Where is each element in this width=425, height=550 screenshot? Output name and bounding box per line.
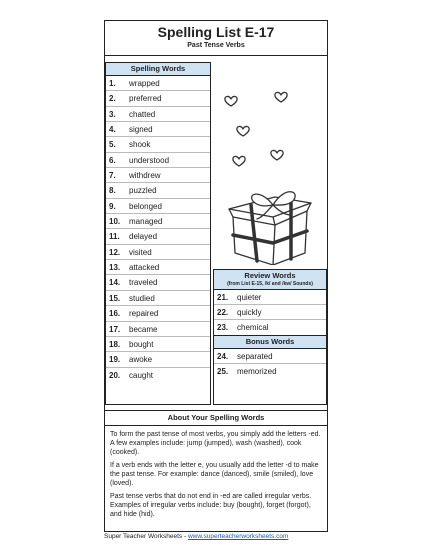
spelling-words-column — [105, 62, 211, 405]
gift-box-with-hearts-icon — [217, 65, 325, 265]
bonus-word-list — [214, 349, 326, 379]
spelling-words-box — [105, 62, 211, 405]
word-text: understood — [129, 155, 170, 165]
word-number: 8. — [109, 186, 116, 196]
list-item — [214, 364, 326, 379]
word-number: 4. — [109, 125, 116, 135]
worksheet-frame — [104, 20, 328, 532]
list-item — [106, 352, 210, 367]
word-number: 7. — [109, 171, 116, 181]
word-text: quieter — [237, 293, 262, 302]
word-text: chemical — [237, 323, 269, 332]
word-number: 23. — [217, 323, 229, 332]
list-item — [106, 76, 210, 91]
list-item — [106, 337, 210, 352]
word-text: caught — [129, 370, 154, 380]
list-item — [106, 122, 210, 137]
list-item — [106, 368, 210, 383]
bonus-words-heading: Bonus Words — [214, 335, 326, 349]
about-section — [105, 410, 327, 531]
word-number: 16. — [109, 309, 121, 319]
title-box — [105, 21, 327, 56]
list-item — [106, 322, 210, 337]
word-text: became — [129, 324, 158, 334]
word-number: 25. — [217, 367, 229, 376]
word-text: shook — [129, 140, 151, 150]
list-item — [106, 199, 210, 214]
word-text: separated — [237, 352, 273, 361]
word-text: delayed — [129, 232, 158, 242]
word-text: managed — [129, 217, 163, 227]
about-paragraph: Past tense verbs that do not end in -ed are called irregular verbs. Examples of irregular verbs include: buy (bought), forget (forgot), and hide (hid). — [110, 493, 312, 518]
list-item — [106, 260, 210, 275]
word-number: 13. — [109, 263, 121, 273]
word-number: 12. — [109, 247, 121, 257]
review-words-note: (from List E-15, /k/ and /kw/ Sounds) — [227, 281, 313, 287]
review-bonus-box — [213, 269, 327, 405]
word-text: visited — [129, 247, 152, 257]
list-item — [106, 183, 210, 198]
review-word-list — [214, 290, 326, 335]
word-text: traveled — [129, 278, 158, 288]
word-text: studied — [129, 293, 155, 303]
word-text: wrapped — [129, 79, 160, 88]
word-number: 5. — [109, 140, 116, 150]
word-text: signed — [129, 125, 153, 135]
word-text: belonged — [129, 201, 162, 211]
list-item — [106, 153, 210, 168]
word-number: 19. — [109, 355, 121, 365]
word-number: 1. — [109, 79, 116, 88]
review-words-heading-box — [214, 270, 326, 290]
word-text: memorized — [237, 367, 277, 376]
word-number: 24. — [217, 352, 229, 361]
list-item — [106, 291, 210, 306]
footer-link[interactable]: www.superteacherworksheets.com — [187, 533, 289, 540]
list-item — [214, 290, 326, 305]
list-item — [106, 306, 210, 321]
review-words-heading: Review Words — [244, 271, 296, 280]
word-number: 17. — [109, 324, 121, 334]
word-text: quickly — [237, 308, 262, 317]
list-item — [214, 349, 326, 364]
page-subtitle: Past Tense Verbs — [187, 42, 245, 49]
page-title: Spelling List E-17 — [157, 24, 275, 40]
word-text: attacked — [129, 263, 160, 273]
list-item — [106, 137, 210, 152]
worksheet — [104, 20, 328, 543]
word-number: 2. — [109, 94, 116, 104]
list-item — [106, 229, 210, 244]
spelling-words-heading: Spelling Words — [106, 63, 210, 76]
word-text: puzzled — [129, 186, 157, 196]
word-number: 3. — [109, 109, 116, 119]
list-item — [106, 214, 210, 229]
word-number: 6. — [109, 155, 116, 165]
word-number: 20. — [109, 370, 121, 380]
list-item — [106, 168, 210, 183]
list-item — [214, 320, 326, 335]
footer-text: Super Teacher Worksheets - — [104, 533, 188, 540]
about-paragraph: To form the past tense of most verbs, you simply add the letters -ed. A few examples include: jump (jumped), wash (washed), cook (cooked). — [110, 431, 321, 456]
word-number: 18. — [109, 339, 121, 349]
word-text: chatted — [129, 109, 156, 119]
word-number: 21. — [217, 293, 229, 302]
word-number: 11. — [109, 232, 120, 242]
word-text: repaired — [129, 309, 159, 319]
word-text: preferred — [129, 94, 162, 104]
spelling-word-list — [106, 76, 210, 383]
list-item — [106, 245, 210, 260]
about-heading: About Your Spelling Words — [105, 411, 327, 426]
word-number: 14. — [109, 278, 121, 288]
list-item — [214, 305, 326, 320]
list-item — [106, 91, 210, 106]
word-text: awoke — [129, 355, 153, 365]
word-number: 15. — [109, 293, 121, 303]
word-number: 9. — [109, 201, 116, 211]
word-number: 10. — [109, 217, 121, 227]
word-text: bought — [129, 339, 154, 349]
word-text: withdrew — [129, 171, 161, 181]
list-item — [106, 275, 210, 290]
about-paragraph: If a verb ends with the letter e, you usually add the letter -d to make the past tense. For example: dance (danced), smile (smiled), love (loved). — [110, 462, 319, 487]
list-item — [106, 107, 210, 122]
footer — [104, 532, 328, 541]
word-number: 22. — [217, 308, 229, 317]
